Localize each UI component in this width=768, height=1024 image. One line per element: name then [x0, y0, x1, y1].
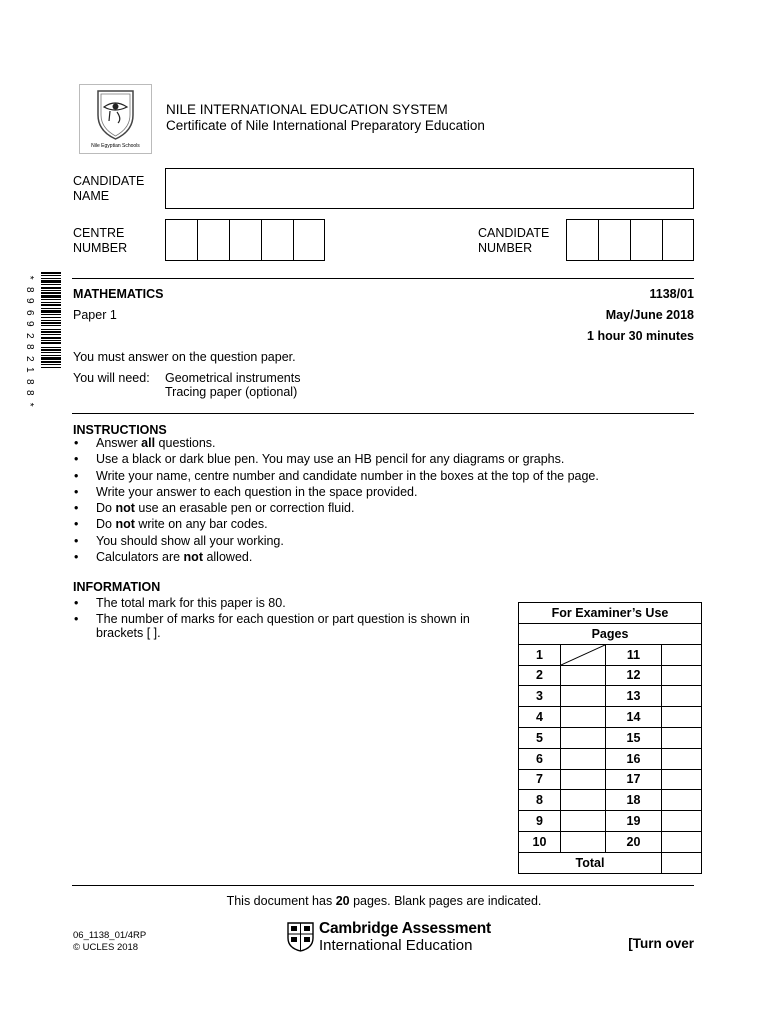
- centre-number-label: CENTRE NUMBER: [73, 226, 128, 255]
- barcode-bar: [41, 334, 61, 335]
- mark-cell[interactable]: [662, 707, 702, 728]
- page-number: 7: [519, 769, 561, 790]
- page-number: 19: [606, 811, 662, 832]
- list-item: • The total mark for this paper is 80.: [73, 595, 493, 611]
- mark-cell[interactable]: [561, 727, 606, 748]
- page-number: 17: [606, 769, 662, 790]
- candidate-name-box[interactable]: [165, 168, 694, 209]
- need-item: Tracing paper (optional): [165, 385, 298, 399]
- barcode-digit: 8: [23, 343, 35, 350]
- barcode-bar: [41, 275, 61, 276]
- pages-header: Pages: [519, 623, 702, 644]
- mark-cell[interactable]: [662, 748, 702, 769]
- list-item: • The number of marks for each question or part question is shown in brackets [ ].: [73, 612, 493, 640]
- candidate-number-label: CANDIDATE NUMBER: [478, 226, 550, 255]
- page-number: 1: [519, 644, 561, 665]
- barcode-bar: [41, 280, 61, 283]
- table-row: [519, 727, 702, 748]
- table-row: [519, 707, 702, 728]
- page-number: 5: [519, 727, 561, 748]
- candidate-digit-box[interactable]: [599, 220, 631, 260]
- turn-over: [Turn over: [628, 936, 694, 951]
- page-number: 16: [606, 748, 662, 769]
- table-row: [519, 769, 702, 790]
- page-number: 15: [606, 727, 662, 748]
- barcode-bar: [41, 295, 61, 298]
- barcode-bar: [41, 347, 61, 348]
- mark-cell[interactable]: [662, 686, 702, 707]
- cambridge-shield-icon: [287, 922, 314, 952]
- mark-cell[interactable]: [561, 665, 606, 686]
- paper-reference: 06_1138_01/4RP: [73, 930, 147, 941]
- paper-code: 1138/01: [649, 287, 694, 301]
- barcode-bar: [41, 340, 61, 341]
- centre-digit-box[interactable]: [262, 220, 294, 260]
- divider: [72, 885, 694, 886]
- need-label: You will need:: [73, 371, 150, 385]
- centre-digit-box[interactable]: [166, 220, 198, 260]
- barcode-digit: 6: [23, 309, 35, 316]
- table-row: [519, 811, 702, 832]
- barcode-digit: 9: [23, 297, 35, 304]
- session: May/June 2018: [605, 308, 694, 322]
- table-row: [519, 790, 702, 811]
- barcode-bar: [41, 337, 61, 339]
- subject: MATHEMATICS: [73, 287, 164, 301]
- mark-cell[interactable]: [662, 665, 702, 686]
- logo-caption: Nile Egyptian Schools: [91, 143, 140, 149]
- barcode-bar: [41, 299, 61, 300]
- table-row: [519, 748, 702, 769]
- barcode-digit: *: [23, 402, 35, 407]
- barcode-bar: [41, 364, 61, 365]
- table-row: [519, 644, 702, 665]
- page-number: 3: [519, 686, 561, 707]
- page-number: 8: [519, 790, 561, 811]
- list-item: • Answer all questions.: [73, 435, 673, 451]
- centre-digit-box[interactable]: [294, 220, 324, 260]
- barcode-bar: [41, 284, 61, 285]
- duration: 1 hour 30 minutes: [587, 329, 694, 343]
- mark-cell[interactable]: [662, 790, 702, 811]
- list-item: • You should show all your working.: [73, 533, 673, 549]
- list-item: • Do not write on any bar codes.: [73, 516, 673, 532]
- barcode-digit: 2: [23, 332, 35, 339]
- barcode-bar: [41, 292, 61, 294]
- answer-note: You must answer on the question paper.: [73, 350, 296, 364]
- list-item: • Do not use an erasable pen or correction fluid.: [73, 500, 673, 516]
- copyright: © UCLES 2018: [73, 942, 139, 953]
- page-number: 18: [606, 790, 662, 811]
- page-number: 6: [519, 748, 561, 769]
- barcode-bar: [41, 357, 61, 360]
- barcode-digits: [22, 272, 36, 410]
- cambridge-name: Cambridge Assessment: [319, 920, 492, 937]
- list-item: • Write your name, centre number and candidate number in the boxes at the top of the page.: [73, 468, 673, 484]
- barcode-digit: 8: [23, 378, 35, 385]
- barcode-bar: [41, 352, 61, 353]
- barcode-bar: [41, 320, 61, 321]
- barcode-bar: [41, 290, 61, 291]
- need-item: Geometrical instruments: [165, 371, 301, 385]
- barcode-bar: [41, 302, 61, 303]
- candidate-digit-box[interactable]: [631, 220, 663, 260]
- information-list: [73, 595, 493, 640]
- barcode-digit: 9: [23, 320, 35, 327]
- mark-cell[interactable]: [561, 790, 606, 811]
- list-item: • Use a black or dark blue pen. You may use an HB pencil for any diagrams or graphs.: [73, 451, 673, 467]
- page-number: 11: [606, 644, 662, 665]
- barcode-digit: 8: [23, 286, 35, 293]
- barcode-digit: 2: [23, 355, 35, 362]
- mark-cell[interactable]: [561, 748, 606, 769]
- barcode-digit: 8: [23, 389, 35, 396]
- mark-cell[interactable]: [662, 769, 702, 790]
- barcode-digit: *: [23, 275, 35, 280]
- cambridge-subname: International Education: [319, 937, 473, 954]
- page-number: 9: [519, 811, 561, 832]
- page-number: 14: [606, 707, 662, 728]
- barcode-bar: [41, 308, 61, 309]
- barcode-bar: [41, 278, 61, 279]
- candidate-digit-box[interactable]: [567, 220, 599, 260]
- school-logo: [79, 84, 152, 154]
- org-name: NILE INTERNATIONAL EDUCATION SYSTEM: [166, 102, 448, 117]
- mark-cell[interactable]: [662, 811, 702, 832]
- paper-number: Paper 1: [73, 308, 117, 322]
- mark-cell[interactable]: [662, 727, 702, 748]
- total-label: Total: [519, 852, 662, 873]
- instructions-heading: INSTRUCTIONS: [73, 423, 167, 437]
- barcode-bar: [41, 314, 61, 315]
- mark-cell[interactable]: [561, 811, 606, 832]
- barcode-bar: [41, 272, 61, 274]
- barcode-bar: [41, 349, 61, 351]
- page-number: 12: [606, 665, 662, 686]
- mark-cell[interactable]: [561, 686, 606, 707]
- barcode-bar: [41, 331, 61, 333]
- barcode-bar: [41, 367, 61, 368]
- barcode-bar: [41, 329, 61, 330]
- page-number: 2: [519, 665, 561, 686]
- examiner-use-table: [518, 602, 702, 874]
- table-row: [519, 686, 702, 707]
- barcode: [41, 272, 61, 410]
- total-mark-cell[interactable]: [662, 852, 702, 873]
- candidate-number-boxes[interactable]: [566, 219, 694, 261]
- divider: [72, 278, 694, 279]
- list-item: • Calculators are not allowed.: [73, 549, 673, 565]
- barcode-bar: [41, 361, 61, 363]
- barcode-bar: [41, 342, 61, 344]
- certificate-name: Certificate of Nile International Preparatory Education: [166, 118, 485, 133]
- barcode-bar: [41, 325, 61, 326]
- list-item: • Write your answer to each question in the space provided.: [73, 484, 673, 500]
- barcode-bar: [41, 310, 61, 313]
- document-note: This document has 20 pages. Blank pages are indicated.: [226, 894, 542, 908]
- page-number: 4: [519, 707, 561, 728]
- table-row: [519, 831, 702, 852]
- barcode-bar: [41, 355, 61, 356]
- centre-number-boxes[interactable]: [165, 219, 325, 261]
- candidate-name-label: CANDIDATE NAME: [73, 174, 145, 203]
- information-heading: INFORMATION: [73, 580, 161, 594]
- barcode-bar: [41, 304, 61, 306]
- barcode-bar: [41, 287, 61, 289]
- candidate-digit-box[interactable]: [663, 220, 693, 260]
- divider: [72, 413, 694, 414]
- page-number: 20: [606, 831, 662, 852]
- barcode-bar: [41, 317, 61, 318]
- centre-digit-box[interactable]: [230, 220, 262, 260]
- mark-cell[interactable]: [561, 831, 606, 852]
- mark-cell[interactable]: [561, 644, 606, 665]
- barcode-digit: 1: [23, 366, 35, 373]
- centre-digit-box[interactable]: [198, 220, 230, 260]
- page-number: 13: [606, 686, 662, 707]
- mark-cell[interactable]: [662, 644, 702, 665]
- instructions-list: [73, 435, 673, 565]
- table-row: [519, 665, 702, 686]
- barcode-bar: [41, 322, 61, 324]
- mark-cell[interactable]: [561, 707, 606, 728]
- page-number: 10: [519, 831, 561, 852]
- mark-cell[interactable]: [561, 769, 606, 790]
- mark-cell[interactable]: [662, 831, 702, 852]
- examiner-title: For Examiner’s Use: [519, 603, 702, 624]
